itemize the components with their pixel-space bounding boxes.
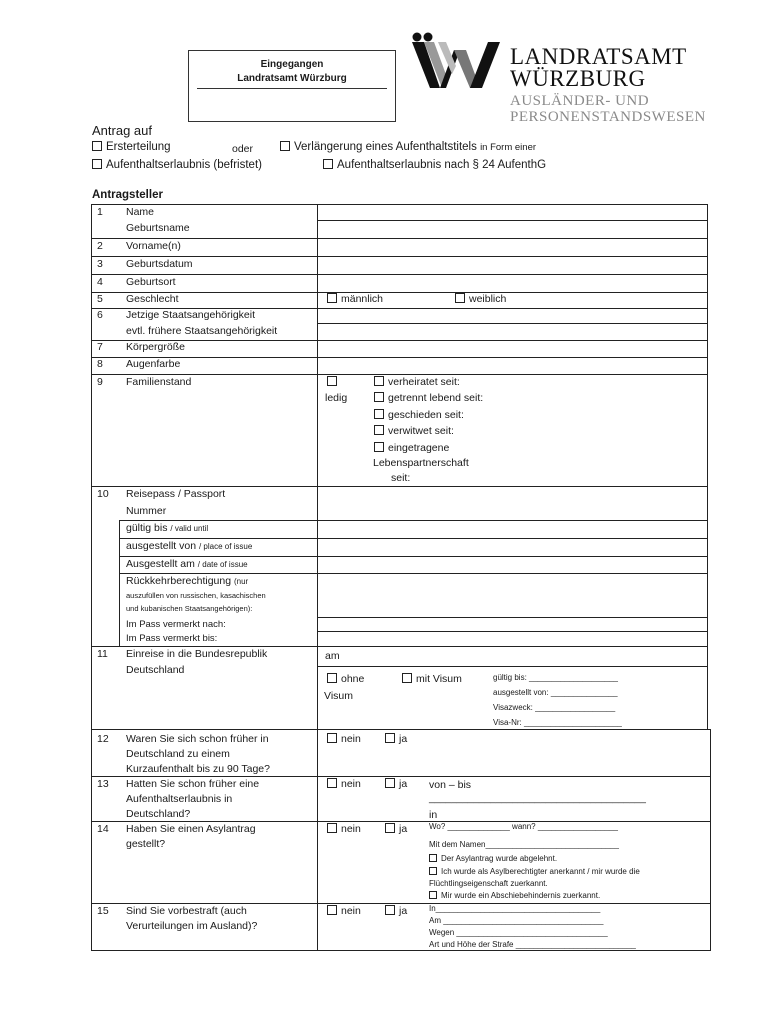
- checkbox[interactable]: [385, 905, 395, 915]
- label-ausgestellt-von: [126, 540, 252, 552]
- r15-ja[interactable]: [385, 905, 407, 917]
- landratsamt-logo-icon: [410, 30, 504, 92]
- checkbox[interactable]: [323, 159, 333, 169]
- option-mit-visum[interactable]: [402, 673, 462, 685]
- checkbox[interactable]: [327, 905, 337, 915]
- checkbox[interactable]: [374, 376, 384, 386]
- pass-ausgestellt-von-input[interactable]: [318, 539, 707, 555]
- label-vorbestraft-2: Verurteilungen im Ausland)?: [126, 920, 258, 932]
- r15-am[interactable]: Am ____________________________________: [429, 916, 604, 925]
- option-ledig-label: ledig: [325, 392, 348, 404]
- checkbox[interactable]: [385, 778, 395, 788]
- checkbox[interactable]: [374, 409, 384, 419]
- label-gueltig-bis-text: gültig bis: [126, 522, 168, 534]
- option-getrennt[interactable]: [374, 392, 483, 404]
- label-vorbestraft-1: Sind Sie vorbestraft (auch: [126, 905, 247, 917]
- r14-abgelehnt-label: Der Asylantrag wurde abgelehnt.: [441, 854, 558, 863]
- label-asylantrag-1: Haben Sie einen Asylantrag: [126, 823, 256, 835]
- r12-ja[interactable]: [385, 733, 407, 745]
- label-rueckkehrberechtigung-text: Rückkehrberechtigung: [126, 575, 232, 587]
- option-ledig[interactable]: [327, 376, 341, 388]
- label-fruehere-staatsangehoerigkeit: evtl. frühere Staatsangehörigkeit: [126, 325, 278, 337]
- checkbox[interactable]: [374, 425, 384, 435]
- option-paragraph-24-label: Aufenthaltserlaubnis nach § 24 AufenthG: [337, 159, 547, 171]
- label-name: Name: [126, 206, 155, 218]
- label-staatsangehoerigkeit: Jetzige Staatsangehörigkeit: [126, 309, 255, 321]
- label-kurzaufenthalt-1: Waren Sie sich schon früher in: [126, 733, 269, 745]
- received-stamp-box: [188, 50, 396, 122]
- checkbox[interactable]: [429, 867, 437, 875]
- option-verheiratet-label: verheiratet seit:: [388, 376, 460, 388]
- r14-nein[interactable]: [327, 823, 361, 835]
- option-geschieden-label: geschieden seit:: [388, 409, 464, 421]
- row-number: 9: [97, 376, 103, 388]
- row-number: 2: [97, 240, 103, 252]
- row-number: 10: [97, 488, 109, 500]
- name-input[interactable]: [318, 205, 707, 220]
- row-number: 13: [97, 778, 109, 790]
- r14-abschiebehindernis[interactable]: [429, 891, 600, 900]
- stamp-line-2: Landratsamt Würzburg: [237, 73, 347, 84]
- checkbox[interactable]: [327, 823, 337, 833]
- r14-anerkannt[interactable]: [429, 867, 640, 876]
- option-verwitwet[interactable]: [374, 425, 454, 437]
- r13-ja[interactable]: [385, 778, 407, 790]
- checkbox[interactable]: [429, 891, 437, 899]
- geburtsdatum-input[interactable]: [318, 257, 707, 273]
- option-weiblich-label: weiblich: [469, 293, 507, 305]
- rueckkehrberechtigung-note-2: auszufüllen von russischen, kasachischen: [126, 591, 266, 600]
- row-number: 4: [97, 276, 103, 288]
- option-mit-visum-label: mit Visum: [416, 673, 462, 685]
- label-nummer: Nummer: [126, 505, 167, 517]
- rueckkehrberechtigung-note-3: und kubanischen Staatsangehörigen):: [126, 604, 253, 613]
- checkbox[interactable]: [327, 376, 337, 386]
- logo-text-landratsamt: LANDRATSAMT: [510, 44, 687, 69]
- label-ausgestellt-am-text: Ausgestellt am: [126, 558, 195, 570]
- option-getrennt-label: getrennt lebend seit:: [388, 392, 484, 404]
- checkbox[interactable]: [385, 733, 395, 743]
- label-geburtsdatum: Geburtsdatum: [126, 258, 193, 270]
- row-number: 15: [97, 905, 109, 917]
- vermerkt-nach-input[interactable]: [318, 618, 707, 631]
- label-aufenthaltserlaubnis-3: Deutschland?: [126, 808, 191, 820]
- checkbox[interactable]: [374, 442, 384, 452]
- r12-ja-label: ja: [399, 733, 408, 745]
- option-verlaengerung[interactable]: [280, 141, 536, 153]
- label-ausgestellt-am-en: / date of issue: [197, 560, 248, 569]
- augenfarbe-input[interactable]: [318, 358, 707, 373]
- visum-gueltig-bis[interactable]: gültig bis: ____________________: [493, 673, 619, 682]
- label-geschlecht: Geschlecht: [126, 293, 179, 305]
- checkbox[interactable]: [327, 733, 337, 743]
- r15-strafe[interactable]: Art und Höhe der Strafe ___________________________: [429, 940, 636, 949]
- row-number: 3: [97, 258, 103, 270]
- checkbox[interactable]: [429, 854, 437, 862]
- r15-nein-label: nein: [341, 905, 361, 917]
- row-number: 5: [97, 293, 103, 305]
- label-familienstand: Familienstand: [126, 376, 192, 388]
- label-geburtsort: Geburtsort: [126, 276, 176, 288]
- label-asylantrag-2: gestellt?: [126, 838, 166, 850]
- checkbox[interactable]: [385, 823, 395, 833]
- checkbox[interactable]: [327, 293, 337, 303]
- label-geburtsname: Geburtsname: [126, 222, 190, 234]
- label-vermerkt-nach: Im Pass vermerkt nach:: [126, 619, 226, 630]
- checkbox[interactable]: [92, 159, 102, 169]
- r13-ja-label: ja: [399, 778, 408, 790]
- vermerkt-bis-input[interactable]: [318, 632, 707, 645]
- oder-text: oder: [232, 143, 254, 155]
- r13-nein[interactable]: [327, 778, 361, 790]
- visum-zweck[interactable]: Visazweck: __________________: [493, 703, 616, 712]
- geburtsname-input[interactable]: [318, 221, 707, 237]
- label-gueltig-bis: [126, 522, 208, 534]
- row-number: 1: [97, 206, 103, 218]
- option-aufenthaltserlaubnis[interactable]: [92, 159, 262, 171]
- r15-ja-label: ja: [399, 905, 408, 917]
- option-lebenspartnerschaft-label-1: eingetragene: [388, 442, 450, 454]
- label-rueckkehrberechtigung-note: (nur: [233, 577, 249, 586]
- option-ohne-visum-label: ohne: [341, 673, 365, 685]
- fruehere-staatsangehoerigkeit-input[interactable]: [318, 324, 707, 339]
- applicant-table: [91, 204, 708, 950]
- r13-zeitraum-input[interactable]: _______________________________________: [429, 793, 646, 804]
- visum-nummer[interactable]: Visa-Nr: ______________________: [493, 718, 622, 727]
- option-weiblich[interactable]: [455, 293, 506, 305]
- option-geschieden[interactable]: [374, 409, 464, 421]
- einreise-am-label: am: [325, 650, 340, 662]
- checkbox[interactable]: [92, 141, 102, 151]
- label-ausgestellt-von-en: / place of issue: [198, 542, 253, 551]
- option-lebenspartnerschaft-label-2: Lebenspartnerschaft: [373, 457, 469, 469]
- option-verlaengerung-label: Verlängerung eines Aufenthaltstitels: [294, 141, 477, 153]
- r14-wo-wann[interactable]: Wo? ______________ wann? __________________: [429, 822, 618, 831]
- vorname-input[interactable]: [318, 239, 707, 255]
- option-maennlich-label: männlich: [341, 293, 384, 305]
- label-vermerkt-bis: Im Pass vermerkt bis:: [126, 633, 218, 644]
- checkbox[interactable]: [402, 673, 412, 683]
- application-title: Antrag auf: [92, 123, 152, 138]
- geburtsort-input[interactable]: [318, 275, 707, 291]
- option-lebenspartnerschaft[interactable]: [374, 442, 449, 454]
- option-ersterteilung-label: Ersterteilung: [106, 141, 171, 153]
- label-reisepass: Reisepass / Passport: [126, 488, 226, 500]
- option-ohne-visum[interactable]: [327, 673, 364, 685]
- option-maennlich[interactable]: [327, 293, 383, 305]
- checkbox[interactable]: [280, 141, 290, 151]
- label-rueckkehrberechtigung: [126, 575, 248, 587]
- label-koerpergroesse: Körpergröße: [126, 341, 185, 353]
- r14-nein-label: nein: [341, 823, 361, 835]
- r12-nein[interactable]: [327, 733, 361, 745]
- label-vorname: Vorname(n): [126, 240, 181, 252]
- r14-anerkannt-label: Ich wurde als Asylberechtigter anerkannt / mir wurde die: [441, 867, 640, 876]
- r14-anerkannt-label-2: Flüchtlingseigenschaft zuerkannt.: [429, 879, 548, 888]
- label-kurzaufenthalt-2: Deutschland zu einem: [126, 748, 230, 760]
- staatsangehoerigkeit-input[interactable]: [318, 309, 707, 323]
- row-number: 14: [97, 823, 109, 835]
- label-aufenthaltserlaubnis-1: Hatten Sie schon früher eine: [126, 778, 260, 790]
- label-ausgestellt-von-text: ausgestellt von: [126, 540, 197, 552]
- visum-ausgestellt-von[interactable]: ausgestellt von: _______________: [493, 688, 618, 697]
- r14-abgelehnt[interactable]: [429, 854, 557, 863]
- logo-text-wuerzburg: WÜRZBURG: [510, 66, 646, 91]
- einreise-am-input[interactable]: [345, 647, 707, 665]
- koerpergroesse-input[interactable]: [318, 341, 707, 356]
- checkbox[interactable]: [374, 392, 384, 402]
- row-number: 6: [97, 309, 103, 321]
- option-verwitwet-label: verwitwet seit:: [388, 425, 454, 437]
- pass-ausgestellt-am-input[interactable]: [318, 557, 707, 573]
- option-aufenthaltserlaubnis-label: Aufenthaltserlaubnis (befristet): [106, 159, 262, 171]
- r14-name[interactable]: Mit dem Namen______________________________: [429, 840, 619, 849]
- label-augenfarbe: Augenfarbe: [126, 358, 181, 370]
- r13-nein-label: nein: [341, 778, 361, 790]
- label-deutschland: Deutschland: [126, 664, 185, 676]
- row-number: 8: [97, 358, 103, 370]
- r15-wegen[interactable]: Wegen __________________________________: [429, 928, 608, 937]
- r12-nein-label: nein: [341, 733, 361, 745]
- r15-nein[interactable]: [327, 905, 361, 917]
- row-number: 7: [97, 341, 103, 353]
- r13-von-bis: von – bis: [429, 779, 472, 791]
- r13-in: in: [429, 809, 438, 821]
- logo-text-dept-2: PERSONENSTANDSWESEN: [510, 109, 706, 125]
- label-kurzaufenthalt-3: Kurzaufenthalt bis zu 90 Tage?: [126, 763, 270, 775]
- option-verlaengerung-suffix: in Form einer: [480, 142, 537, 153]
- option-ohne-visum-label-2: Visum: [324, 690, 353, 702]
- label-gueltig-bis-en: / valid until: [170, 524, 209, 533]
- option-lebenspartnerschaft-label-3: seit:: [391, 472, 411, 484]
- option-verheiratet[interactable]: [374, 376, 460, 388]
- checkbox[interactable]: [455, 293, 465, 303]
- label-aufenthaltserlaubnis-2: Aufenthaltserlaubnis in: [126, 793, 233, 805]
- stamp-rule: [197, 88, 387, 89]
- row-number: 11: [97, 648, 108, 660]
- r14-ja-label: ja: [399, 823, 408, 835]
- stamp-line-1: Eingegangen: [260, 59, 324, 70]
- checkbox[interactable]: [327, 778, 337, 788]
- option-paragraph-24[interactable]: [323, 159, 546, 171]
- section-title: Antragsteller: [92, 189, 163, 201]
- option-ersterteilung[interactable]: [92, 141, 171, 153]
- passnummer-input[interactable]: [318, 487, 707, 520]
- pass-gueltig-bis-input[interactable]: [318, 521, 707, 537]
- r14-abschiebehindernis-label: Mir wurde ein Abschiebehindernis zuerkannt.: [441, 891, 601, 900]
- rueckkehrberechtigung-input[interactable]: [318, 574, 707, 616]
- label-ausgestellt-am: [126, 558, 248, 570]
- r14-ja[interactable]: [385, 823, 407, 835]
- label-einreise: Einreise in die Bundesrepublik: [126, 648, 268, 660]
- r15-in[interactable]: In_____________________________________: [429, 904, 601, 913]
- checkbox[interactable]: [327, 673, 337, 683]
- row-number: 12: [97, 733, 109, 745]
- logo-text-dept-1: AUSLÄNDER- UND: [510, 93, 650, 109]
